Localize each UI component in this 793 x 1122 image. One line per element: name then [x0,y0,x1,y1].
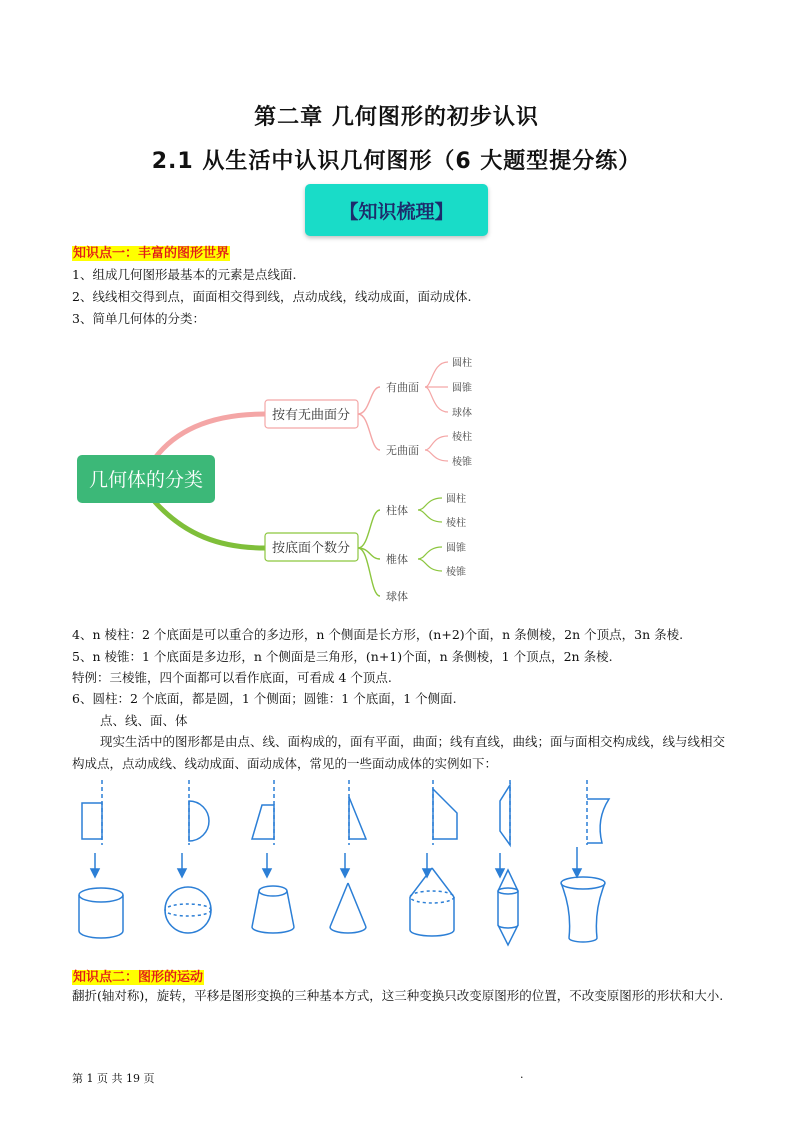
figure-curve-to-solid [561,780,609,942]
mindmap-leaf: 棱锥 [452,457,472,468]
mindmap-branch1-label: 按有无曲面分 [271,408,351,423]
mindmap-branch2-label: 按底面个数分 [271,541,351,556]
mindmap-b1-flat: 无曲面 [386,444,419,457]
mindmap-leaf: 圆锥 [446,543,466,554]
mindmap-b2-sphere: 球体 [386,590,408,603]
kp1b-line-6: 6、圆柱：2 个底面，都是圆，1 个侧面；圆锥：1 个底面，1 个侧面. [72,691,457,706]
kp1-line-3: 3、简单几何体的分类： [72,311,205,326]
figure-triangle-to-cone [330,780,366,933]
knowledge-badge: 【知识梳理】 [305,184,488,236]
figure-trapezoid-to-frustum [252,780,294,933]
kp1b-special: 特例：三棱锥，四个面都可以看作底面，可看成 4 个顶点. [72,670,392,685]
mindmap-root-label: 几何体的分类 [88,469,204,491]
chapter-title: 第二章 几何图形的初步认识 [254,105,539,130]
kp1b-subheading: 点、线、面、体 [100,713,188,728]
figure-shape-to-cone-cylinder [410,780,457,936]
mindmap-leaf: 棱柱 [446,518,466,529]
kp1-heading-wrap [72,242,230,261]
figure-shape-to-double-cone [496,780,518,945]
mindmap-leaf: 圆锥 [452,383,472,394]
kp1b-line-4: 4、n 棱柱：2 个底面是可以重合的多边形，n 个侧面是长方形，(n+2)个面，n 条侧棱，2n 个顶点，3n 条棱. [72,627,684,642]
mindmap-b1-curved: 有曲面 [386,381,419,394]
kp1b-paragraph: 现实生活中的图形都是由点、线、面构成的，面有平面，曲面；线有直线，曲线；面与面相交构成线，线与线相交构成点，点动成线、线动成面、面动成体，常见的一些面动成体的实例如下： [72,734,726,771]
kp1-heading: 知识点一：丰富的图形世界 [73,246,230,261]
connector-branch1 [155,414,265,458]
kp2-heading: 知识点二：图形的运动 [73,970,204,985]
page-number: 第 1 页 共 19 页 [72,1072,155,1085]
kp2-paragraph: 翻折(轴对称)，旋转，平移是图形变换的三种基本方式，这三种变换只改变原图形的位置，不改变原图形的形状和大小. [72,988,724,1003]
kp1b-line-5: 5、n 棱锥：1 个底面是多边形，n 个侧面是三角形，(n+1)个面，n 条侧棱，1 个顶点，2n 条棱. [72,649,613,664]
classification-mindmap [70,330,490,615]
figure-rectangle-to-cylinder [79,780,123,938]
kp2-heading-wrap [72,966,204,985]
kp1-line-2: 2、线线相交得到点，面面相交得到线，点动成线，线动成面，面动成体. [72,289,472,304]
mindmap-b2-prism: 柱体 [386,504,408,517]
rotation-figures [72,775,722,955]
mindmap-leaf: 棱柱 [452,432,472,443]
mindmap-leaf: 球体 [452,408,472,419]
figure-semicircle-to-sphere [165,780,211,933]
kp1-line-1: 1、组成几何图形最基本的元素是点线面. [72,267,297,282]
connector-branch2 [155,502,265,548]
section-title: 2.1 从生活中认识几何图形（6 大题型提分练） [151,149,642,174]
mindmap-leaf: 圆柱 [446,494,466,505]
mindmap-leaf: 圆柱 [452,358,472,369]
mindmap-leaf: 棱锥 [446,567,466,578]
footer-dot: . [520,1068,524,1081]
mindmap-b2-pyramid: 椎体 [386,553,408,566]
